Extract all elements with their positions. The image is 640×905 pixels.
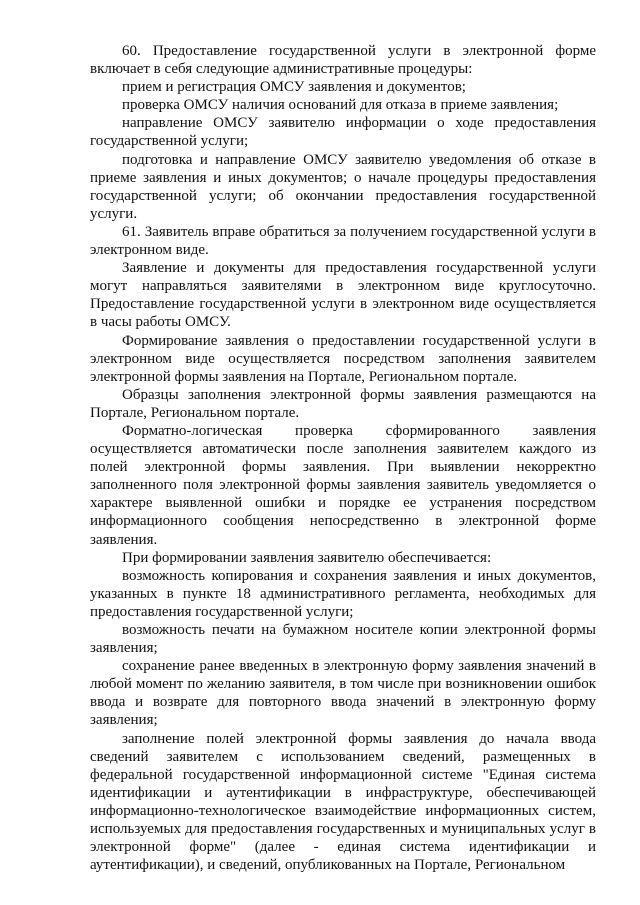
paragraph-copy-save: возможность копирования и сохранения заявления и иных документов, указанных в пункте 18 административного регламента, необходимых для предоставления государственной услуги; [90, 567, 596, 620]
paragraph-samples: Образцы заполнения электронной формы заявления размещаются на Портале, Региональном портале. [90, 386, 596, 421]
paragraph-provided-features: При формировании заявления заявителю обеспечивается: [122, 549, 492, 566]
paragraph-format-check: Форматно-логическая проверка сформированного заявления осуществляется автоматически после заполнения заявителем каждого из полей электронной формы заявления. При выявлении некорректно заполненного поля электронной формы заявления заявитель уведомляется о характере выявленной ошибки и порядке ее устранения посредством информационного сообщения непосредственно в электронной форме заявления. [90, 422, 596, 548]
paragraph-save-values: сохранение ранее введенных в электронную форму заявления значений в любой момент по желанию заявителя, в том числе при возникновении ошибок ввода и возврате для повторного ввода значений в электронную форму заявления; [90, 658, 596, 729]
paragraph-61: 61. Заявитель вправе обратиться за получением государственной услуги в электронном виде. [90, 223, 596, 259]
paragraph-print: возможность печати на бумажном носителе копии электронной формы заявления; [90, 622, 596, 657]
document-body [90, 42, 596, 874]
paragraph-form-filling: Формирование заявления о предоставлении государственной услуги в электронном виде осуществляется посредством заполнения заявителем электронной формы заявления на Портале, Региональном портале. [90, 332, 596, 385]
paragraph-60: 60. Предоставление государственной услуги в электронной форме включает в себя следующие административные процедуры: [90, 43, 596, 78]
paragraph-procedure-notification: подготовка и направление ОМСУ заявителю уведомления об отказе в приеме заявления и иных документов; о начале процедуры предоставления государственной услуги; об окончании предоставления государственной услуги. [90, 151, 596, 222]
paragraph-procedure-reception: прием и регистрация ОМСУ заявления и документов; [122, 79, 466, 96]
paragraph-procedure-info: направление ОМСУ заявителю информации о ходе предоставления государственной услуги; [90, 115, 596, 150]
paragraph-around-the-clock: Заявление и документы для предоставления государственной услуги могут направляться заявителями в электронном виде круглосуточно. Предоставление государственной услуги в электронном виде осуществляется в часы работы ОМСУ. [90, 260, 596, 331]
paragraph-procedure-check: проверка ОМСУ наличия оснований для отказа в приеме заявления; [122, 97, 559, 114]
paragraph-prefill: заполнение полей электронной формы заявления до начала ввода сведений заявителем с использованием сведений, размещенных в федеральной государственной информационной системе "Единая система идентификации и аутентификации в инфраструктуре, обеспечивающей информационно-технологическое взаимодействие информационных систем, используемых для предоставления государственных и муниципальных услуг в электронной форме" (далее - единая система идентификации и аутентификации), и сведений, опубликованных на Портале, Региональном [90, 730, 596, 874]
